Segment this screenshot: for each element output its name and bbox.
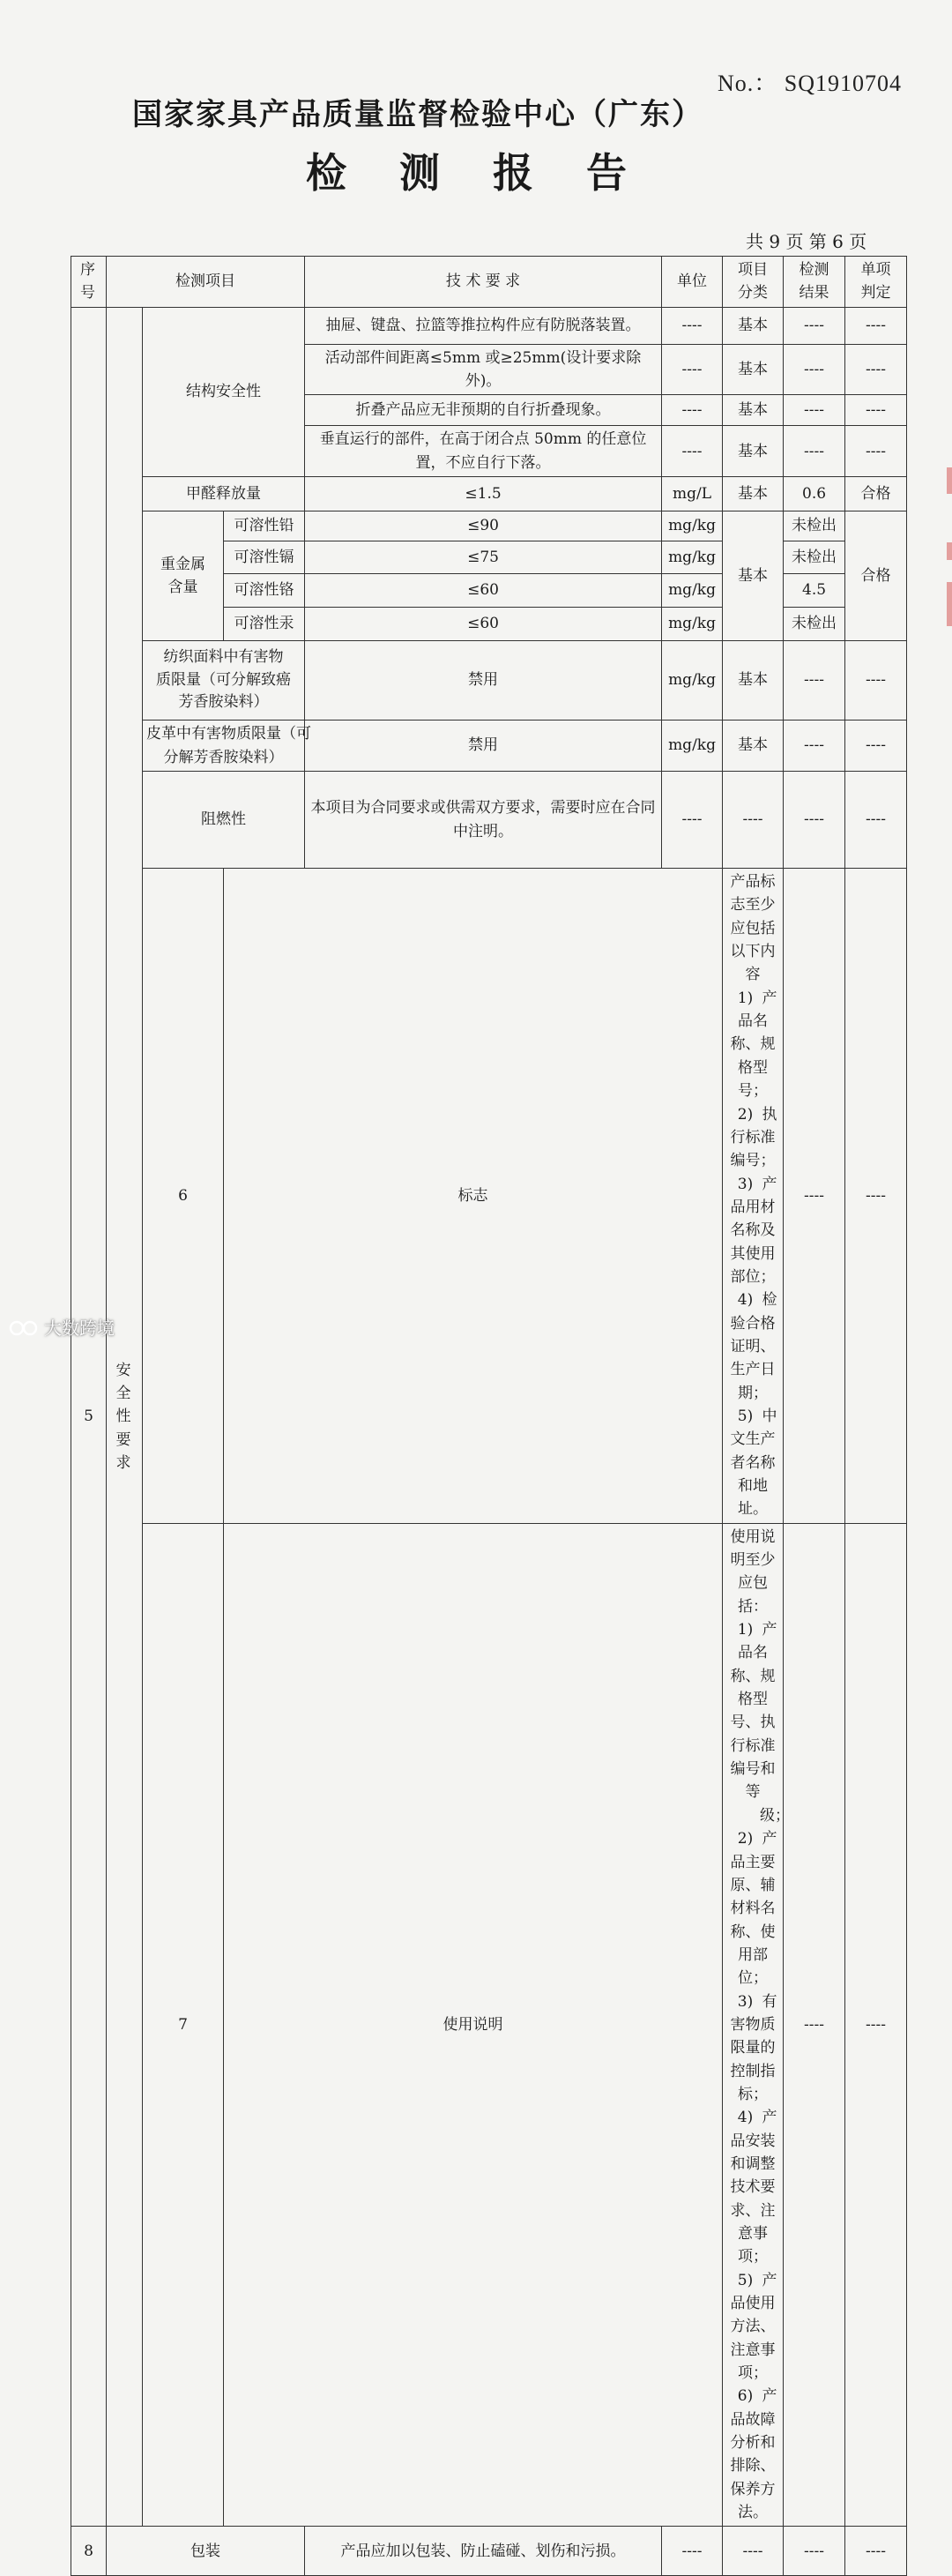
metal-name: 可溶性铅 bbox=[224, 511, 305, 541]
organization-title: 国家家具产品质量监督检验中心（广东） bbox=[132, 97, 703, 132]
requirement-cell: 禁用 bbox=[305, 721, 662, 772]
unit-cell: mg/kg bbox=[662, 721, 723, 772]
unit-cell: ---- bbox=[784, 869, 845, 1524]
instructions-label: 使用说明 bbox=[224, 1523, 723, 2527]
table-row bbox=[71, 772, 907, 869]
unit-cell: ---- bbox=[662, 307, 723, 344]
result-cell: ---- bbox=[784, 344, 845, 395]
table-row bbox=[71, 511, 907, 541]
result-cell: ---- bbox=[784, 721, 845, 772]
class-cell: 基本 bbox=[723, 395, 784, 426]
result-cell: 未检出 bbox=[784, 608, 845, 641]
unit-cell: mg/kg bbox=[662, 574, 723, 608]
watermark bbox=[9, 1314, 115, 1340]
seal-edge-mark bbox=[947, 582, 952, 626]
page-indicator: 共 9 页 第 6 页 bbox=[746, 231, 867, 252]
unit-cell: ---- bbox=[662, 344, 723, 395]
result-cell: ---- bbox=[784, 641, 845, 721]
header-unit: 单位 bbox=[662, 257, 723, 308]
leather-label: 皮革中有害物质限量（可 分解芳香胺染料） bbox=[143, 721, 305, 772]
metal-name: 可溶性镉 bbox=[224, 541, 305, 574]
judgement-cell: ---- bbox=[845, 395, 907, 426]
result-cell: ---- bbox=[784, 307, 845, 344]
structural-safety-label: 结构安全性 bbox=[143, 307, 305, 476]
class-cell: ---- bbox=[723, 772, 784, 869]
result-cell: 未检出 bbox=[784, 511, 845, 541]
judgement-cell: ---- bbox=[845, 426, 907, 477]
requirement-cell: ≤1.5 bbox=[305, 477, 662, 511]
marking-label: 标志 bbox=[224, 869, 723, 1524]
unit-cell: ---- bbox=[662, 426, 723, 477]
unit-cell: mg/kg bbox=[662, 641, 723, 721]
result-cell: 0.6 bbox=[784, 477, 845, 511]
judgement-cell: ---- bbox=[845, 641, 907, 721]
requirement-cell: 垂直运行的部件，在高于闭合点 50mm 的任意位置，不应自行下落。 bbox=[305, 426, 662, 477]
result-cell: ---- bbox=[784, 395, 845, 426]
heavy-metal-label: 重金属 含量 bbox=[143, 511, 224, 641]
report-number: No.： SQ1910704 bbox=[718, 71, 903, 96]
result-cell: ---- bbox=[784, 426, 845, 477]
packaging-label: 包装 bbox=[107, 2527, 305, 2576]
report-title: 检 测 报 告 bbox=[305, 149, 647, 197]
requirement-cell: ≤60 bbox=[305, 608, 662, 641]
instructions-requirements: 使用说明至少应包括： 1) 产品名称、规格型号、执行标准编号和等 级； 2) 产品主要原、辅材料名称、使用部位； 3) 有害物质限量的控制指标； 4) 产品安装和调整技术要求、注意事项； 5) 产品使用方法、注意事项； 6) 产品故障分析和排除、保养方法。 bbox=[723, 1523, 784, 2527]
requirement-cell: ≤90 bbox=[305, 511, 662, 541]
requirement-cell: 折叠产品应无非预期的自行折叠现象。 bbox=[305, 395, 662, 426]
table-row bbox=[71, 1523, 907, 2527]
class-cell: 基本 bbox=[723, 641, 784, 721]
seq-6: 6 bbox=[143, 869, 224, 1524]
class-cell: 基本 bbox=[723, 344, 784, 395]
textile-label: 纺织面料中有害物 质限量（可分解致癌 芳香胺染料） bbox=[143, 641, 305, 721]
judgement-cell: ---- bbox=[845, 307, 907, 344]
class-cell: 基本 bbox=[723, 721, 784, 772]
unit-cell: ---- bbox=[662, 2527, 723, 2576]
table-row bbox=[71, 721, 907, 772]
flame-retardant-label: 阻燃性 bbox=[143, 772, 305, 869]
result-cell: 4.5 bbox=[784, 574, 845, 608]
unit-cell: mg/kg bbox=[662, 608, 723, 641]
judgement-cell: 合格 bbox=[845, 511, 907, 641]
requirement-cell: 产品应加以包装、防止磕碰、划伤和污损。 bbox=[305, 2527, 662, 2576]
unit-cell: mg/kg bbox=[662, 511, 723, 541]
header-seq: 序 号 bbox=[71, 257, 107, 308]
judgement-cell: ---- bbox=[845, 772, 907, 869]
table-row bbox=[71, 641, 907, 721]
requirement-cell: 本项目为合同要求或供需双方要求，需要时应在合同中注明。 bbox=[305, 772, 662, 869]
marking-requirements: 产品标志至少应包括以下内容 1) 产品名称、规格型号； 2) 执行标准编号； 3) 产品用材名称及其使用部位； 4) 检验合格证明、生产日期； 5) 中文生产者名称和地址。 bbox=[723, 869, 784, 1524]
requirement-cell: 禁用 bbox=[305, 641, 662, 721]
watermark-logo-icon bbox=[9, 1318, 39, 1337]
metal-name: 可溶性铬 bbox=[224, 574, 305, 608]
safety-category: 安 全 性 要 求 bbox=[107, 307, 143, 2527]
judgement-cell: 合格 bbox=[845, 477, 907, 511]
judgement-cell: ---- bbox=[845, 2527, 907, 2576]
header-requirement: 技 术 要 求 bbox=[305, 257, 662, 308]
class-cell: 基本 bbox=[723, 477, 784, 511]
class-cell: ---- bbox=[845, 1523, 907, 2527]
result-cell: ---- bbox=[784, 2527, 845, 2576]
class-cell: ---- bbox=[845, 869, 907, 1524]
watermark-text: 大数跨境 bbox=[44, 1318, 115, 1339]
result-cell: 未检出 bbox=[784, 541, 845, 574]
table-row bbox=[71, 477, 907, 511]
class-cell: 基本 bbox=[723, 426, 784, 477]
header-item: 检测项目 bbox=[107, 257, 305, 308]
seal-edge-mark bbox=[947, 542, 952, 560]
formaldehyde-label: 甲醛释放量 bbox=[143, 477, 305, 511]
seq-8: 8 bbox=[71, 2527, 107, 2576]
unit-cell: ---- bbox=[784, 1523, 845, 2527]
table-header-row bbox=[71, 257, 907, 308]
class-cell: 基本 bbox=[723, 511, 784, 641]
header-result: 检测 结果 bbox=[784, 257, 845, 308]
class-cell: 基本 bbox=[723, 307, 784, 344]
header-class: 项目 分类 bbox=[723, 257, 784, 308]
class-cell: ---- bbox=[723, 2527, 784, 2576]
seq-7: 7 bbox=[143, 1523, 224, 2527]
unit-cell: mg/L bbox=[662, 477, 723, 511]
seq-5: 5 bbox=[71, 307, 107, 2527]
requirement-cell: 活动部件间距离≤5mm 或≥25mm(设计要求除外)。 bbox=[305, 344, 662, 395]
table-row bbox=[71, 2527, 907, 2576]
table-row bbox=[71, 869, 907, 1524]
judgement-cell: ---- bbox=[845, 721, 907, 772]
judgement-cell: ---- bbox=[845, 344, 907, 395]
header-judgement: 单项 判定 bbox=[845, 257, 907, 308]
table-row bbox=[71, 307, 907, 344]
unit-cell: ---- bbox=[662, 772, 723, 869]
result-cell: ---- bbox=[784, 772, 845, 869]
unit-cell: mg/kg bbox=[662, 541, 723, 574]
metal-name: 可溶性汞 bbox=[224, 608, 305, 641]
unit-cell: ---- bbox=[662, 395, 723, 426]
requirement-cell: 抽屉、键盘、拉篮等推拉构件应有防脱落装置。 bbox=[305, 307, 662, 344]
seal-edge-mark bbox=[947, 467, 952, 494]
requirement-cell: ≤75 bbox=[305, 541, 662, 574]
requirement-cell: ≤60 bbox=[305, 574, 662, 608]
inspection-table bbox=[71, 256, 907, 2576]
